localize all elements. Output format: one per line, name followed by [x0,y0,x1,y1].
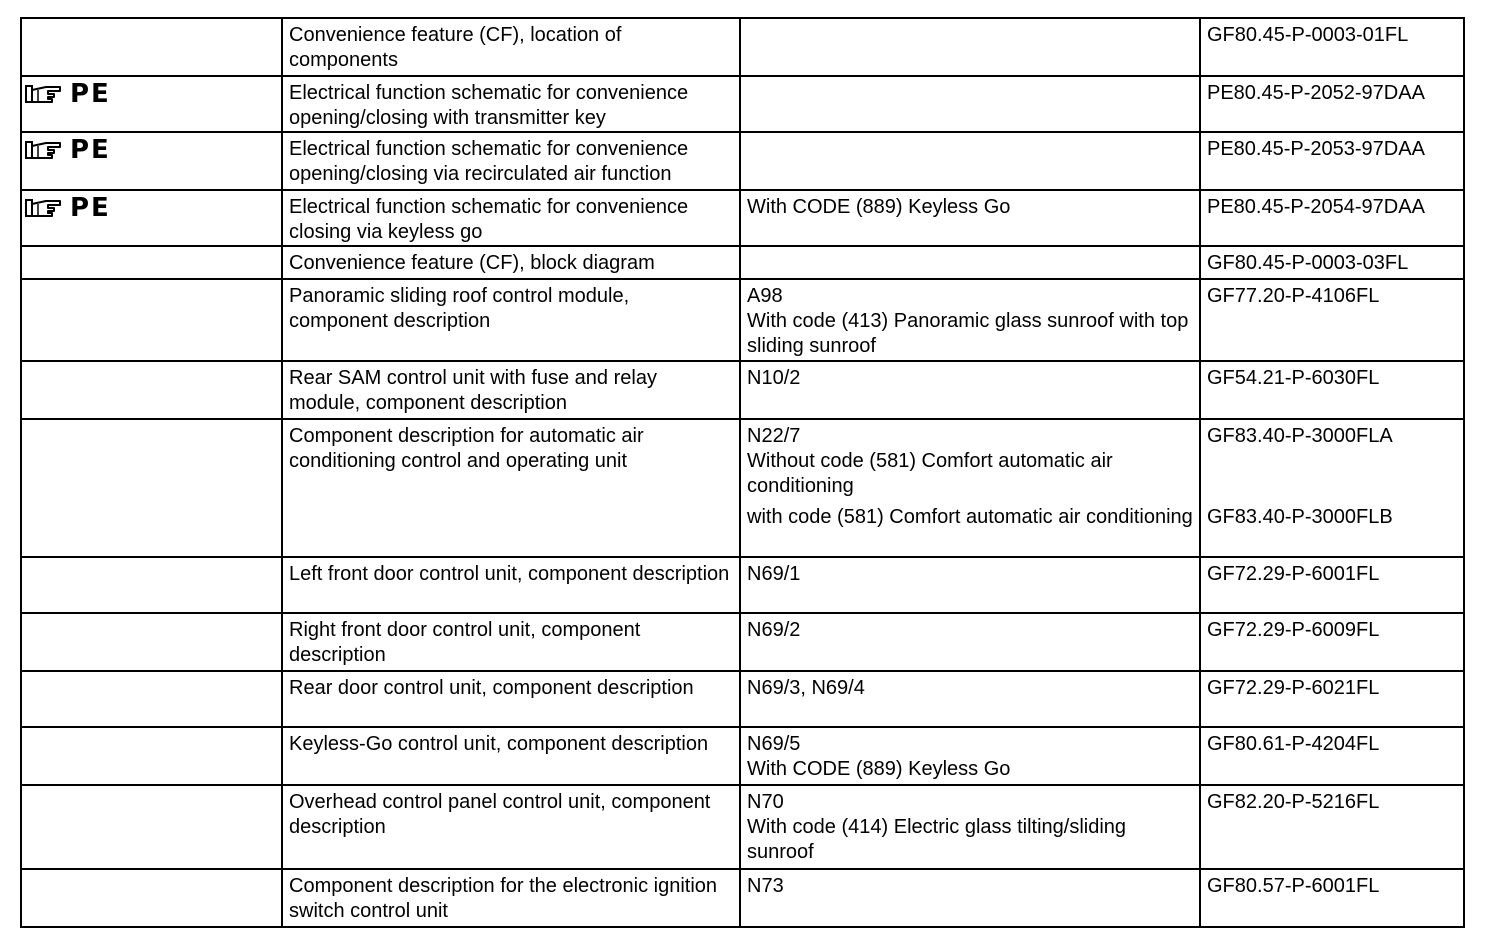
note-text: N73 [747,875,784,897]
doc-ref-link[interactable]: PE80.45-P-2053-97DAA [1207,138,1425,160]
pe-cell [21,869,282,927]
note-text: A98 [747,285,783,307]
pe-marker[interactable] [24,193,275,223]
table-row [21,76,1464,132]
title-cell [282,419,740,557]
note-text: N69/3, N69/4 [747,677,865,699]
pe-cell [21,279,282,361]
note-text: N69/5 [747,733,801,755]
ref-cell [1200,727,1464,785]
table-row [21,613,1464,671]
title-cell [282,279,740,361]
table-row [21,18,1464,76]
notes-cell [740,613,1200,671]
doc-title-link[interactable]: Rear door control unit, component description [289,677,694,699]
notes-cell [740,361,1200,419]
notes-cell [740,727,1200,785]
table-row [21,361,1464,419]
doc-title-link[interactable]: Keyless-Go control unit, component description [289,733,709,755]
doc-title-link[interactable]: Convenience feature (CF), block diagram [289,252,655,274]
pe-label: PE [70,79,111,109]
doc-ref-link[interactable]: GF80.45-P-0003-03FL [1207,252,1409,274]
notes-cell [740,246,1200,279]
pointing-hand-icon [24,138,64,162]
pe-cell [21,190,282,246]
title-cell [282,727,740,785]
reference-table-body [21,18,1464,927]
note-text: With code (414) Electric glass tilting/sliding sunroof [747,816,1127,863]
pe-marker[interactable] [24,135,275,165]
pe-cell [21,557,282,613]
title-cell [282,671,740,727]
doc-ref-link[interactable]: GF72.29-P-6001FL [1207,563,1380,585]
ref-cell [1200,132,1464,190]
doc-title-link[interactable]: Electrical function schematic for convenience opening/closing via recirculated air function [289,138,689,185]
doc-title-link[interactable]: Component description for the electronic ignition switch control unit [289,875,718,922]
pe-cell [21,727,282,785]
pointing-hand-icon [24,82,64,106]
title-cell [282,18,740,76]
ref-cell [1200,279,1464,361]
ref-cell [1200,785,1464,869]
notes-cell [740,869,1200,927]
table-row [21,132,1464,190]
table-row [21,279,1464,361]
table-row [21,727,1464,785]
ref-cell [1200,361,1464,419]
title-cell [282,869,740,927]
pe-cell [21,671,282,727]
note-text: with code (581) Comfort automatic air conditioning [747,506,1193,528]
note-text: N70 [747,791,784,813]
notes-cell [740,419,1200,557]
title-cell [282,76,740,132]
ref-cell [1200,869,1464,927]
ref-cell [1200,190,1464,246]
doc-title-link[interactable]: Left front door control unit, component description [289,563,730,585]
doc-title-link[interactable]: Component description for automatic air conditioning control and operating unit [289,425,644,472]
table-row [21,419,1464,557]
notes-cell [740,190,1200,246]
title-cell [282,785,740,869]
doc-ref-link[interactable]: GF77.20-P-4106FL [1207,285,1380,307]
pe-cell [21,785,282,869]
note-text: With CODE (889) Keyless Go [747,196,1011,218]
pe-label: PE [70,135,111,165]
doc-title-link[interactable]: Panoramic sliding roof control module, component description [289,285,630,332]
ref-cell [1200,18,1464,76]
title-cell [282,246,740,279]
doc-title-link[interactable]: Right front door control unit, component description [289,619,641,666]
title-cell [282,613,740,671]
doc-ref-link[interactable]: GF54.21-P-6030FL [1207,367,1380,389]
doc-ref-link[interactable]: PE80.45-P-2052-97DAA [1207,82,1425,104]
ref-cell [1200,613,1464,671]
notes-cell [740,279,1200,361]
ref-cell [1200,246,1464,279]
pe-cell [21,132,282,190]
doc-ref-link[interactable]: GF83.40-P-3000FLB [1207,506,1393,528]
doc-title-link[interactable]: Overhead control panel control unit, component description [289,791,711,838]
note-text: N10/2 [747,367,801,389]
doc-title-link[interactable]: Rear SAM control unit with fuse and relay module, component description [289,367,657,414]
ref-cell [1200,419,1464,557]
doc-ref-link[interactable]: GF80.57-P-6001FL [1207,875,1380,897]
table-row [21,190,1464,246]
note-text: With code (413) Panoramic glass sunroof with top sliding sunroof [747,310,1189,357]
pe-cell [21,76,282,132]
note-text: N69/1 [747,563,801,585]
ref-cell [1200,671,1464,727]
doc-ref-link[interactable]: GF82.20-P-5216FL [1207,791,1380,813]
doc-ref-link[interactable]: GF72.29-P-6021FL [1207,677,1380,699]
pe-cell [21,18,282,76]
doc-title-link[interactable]: Electrical function schematic for convenience closing via keyless go [289,196,689,243]
note-text: N69/2 [747,619,801,641]
doc-ref-link[interactable]: GF83.40-P-3000FLA [1207,425,1393,447]
doc-ref-link[interactable]: GF80.45-P-0003-01FL [1207,24,1409,46]
note-text: N22/7 [747,425,801,447]
doc-ref-link[interactable]: GF72.29-P-6009FL [1207,619,1380,641]
title-cell [282,557,740,613]
pe-cell [21,419,282,557]
doc-title-link[interactable]: Electrical function schematic for convenience opening/closing with transmitter key [289,82,689,129]
pe-cell [21,613,282,671]
doc-ref-link[interactable]: PE80.45-P-2054-97DAA [1207,196,1425,218]
spacer [1207,449,1457,499]
note-text: Without code (581) Comfort automatic air conditioning [747,450,1113,497]
pe-marker[interactable] [24,79,275,109]
pe-cell [21,246,282,279]
doc-title-link[interactable]: Convenience feature (CF), location of components [289,24,622,71]
note-text: With CODE (889) Keyless Go [747,758,1011,780]
title-cell [282,132,740,190]
doc-ref-link[interactable]: GF80.61-P-4204FL [1207,733,1380,755]
pe-cell [21,361,282,419]
table-row [21,785,1464,869]
notes-cell [740,557,1200,613]
notes-cell [740,76,1200,132]
notes-cell [740,671,1200,727]
notes-cell [740,132,1200,190]
table-row [21,869,1464,927]
notes-cell [740,785,1200,869]
notes-cell [740,18,1200,76]
table-row [21,246,1464,279]
title-cell [282,190,740,246]
table-row [21,557,1464,613]
pe-label: PE [70,193,111,223]
pointing-hand-icon [24,196,64,220]
ref-cell [1200,557,1464,613]
ref-cell [1200,76,1464,132]
reference-table [20,17,1465,928]
table-row [21,671,1464,727]
title-cell [282,361,740,419]
